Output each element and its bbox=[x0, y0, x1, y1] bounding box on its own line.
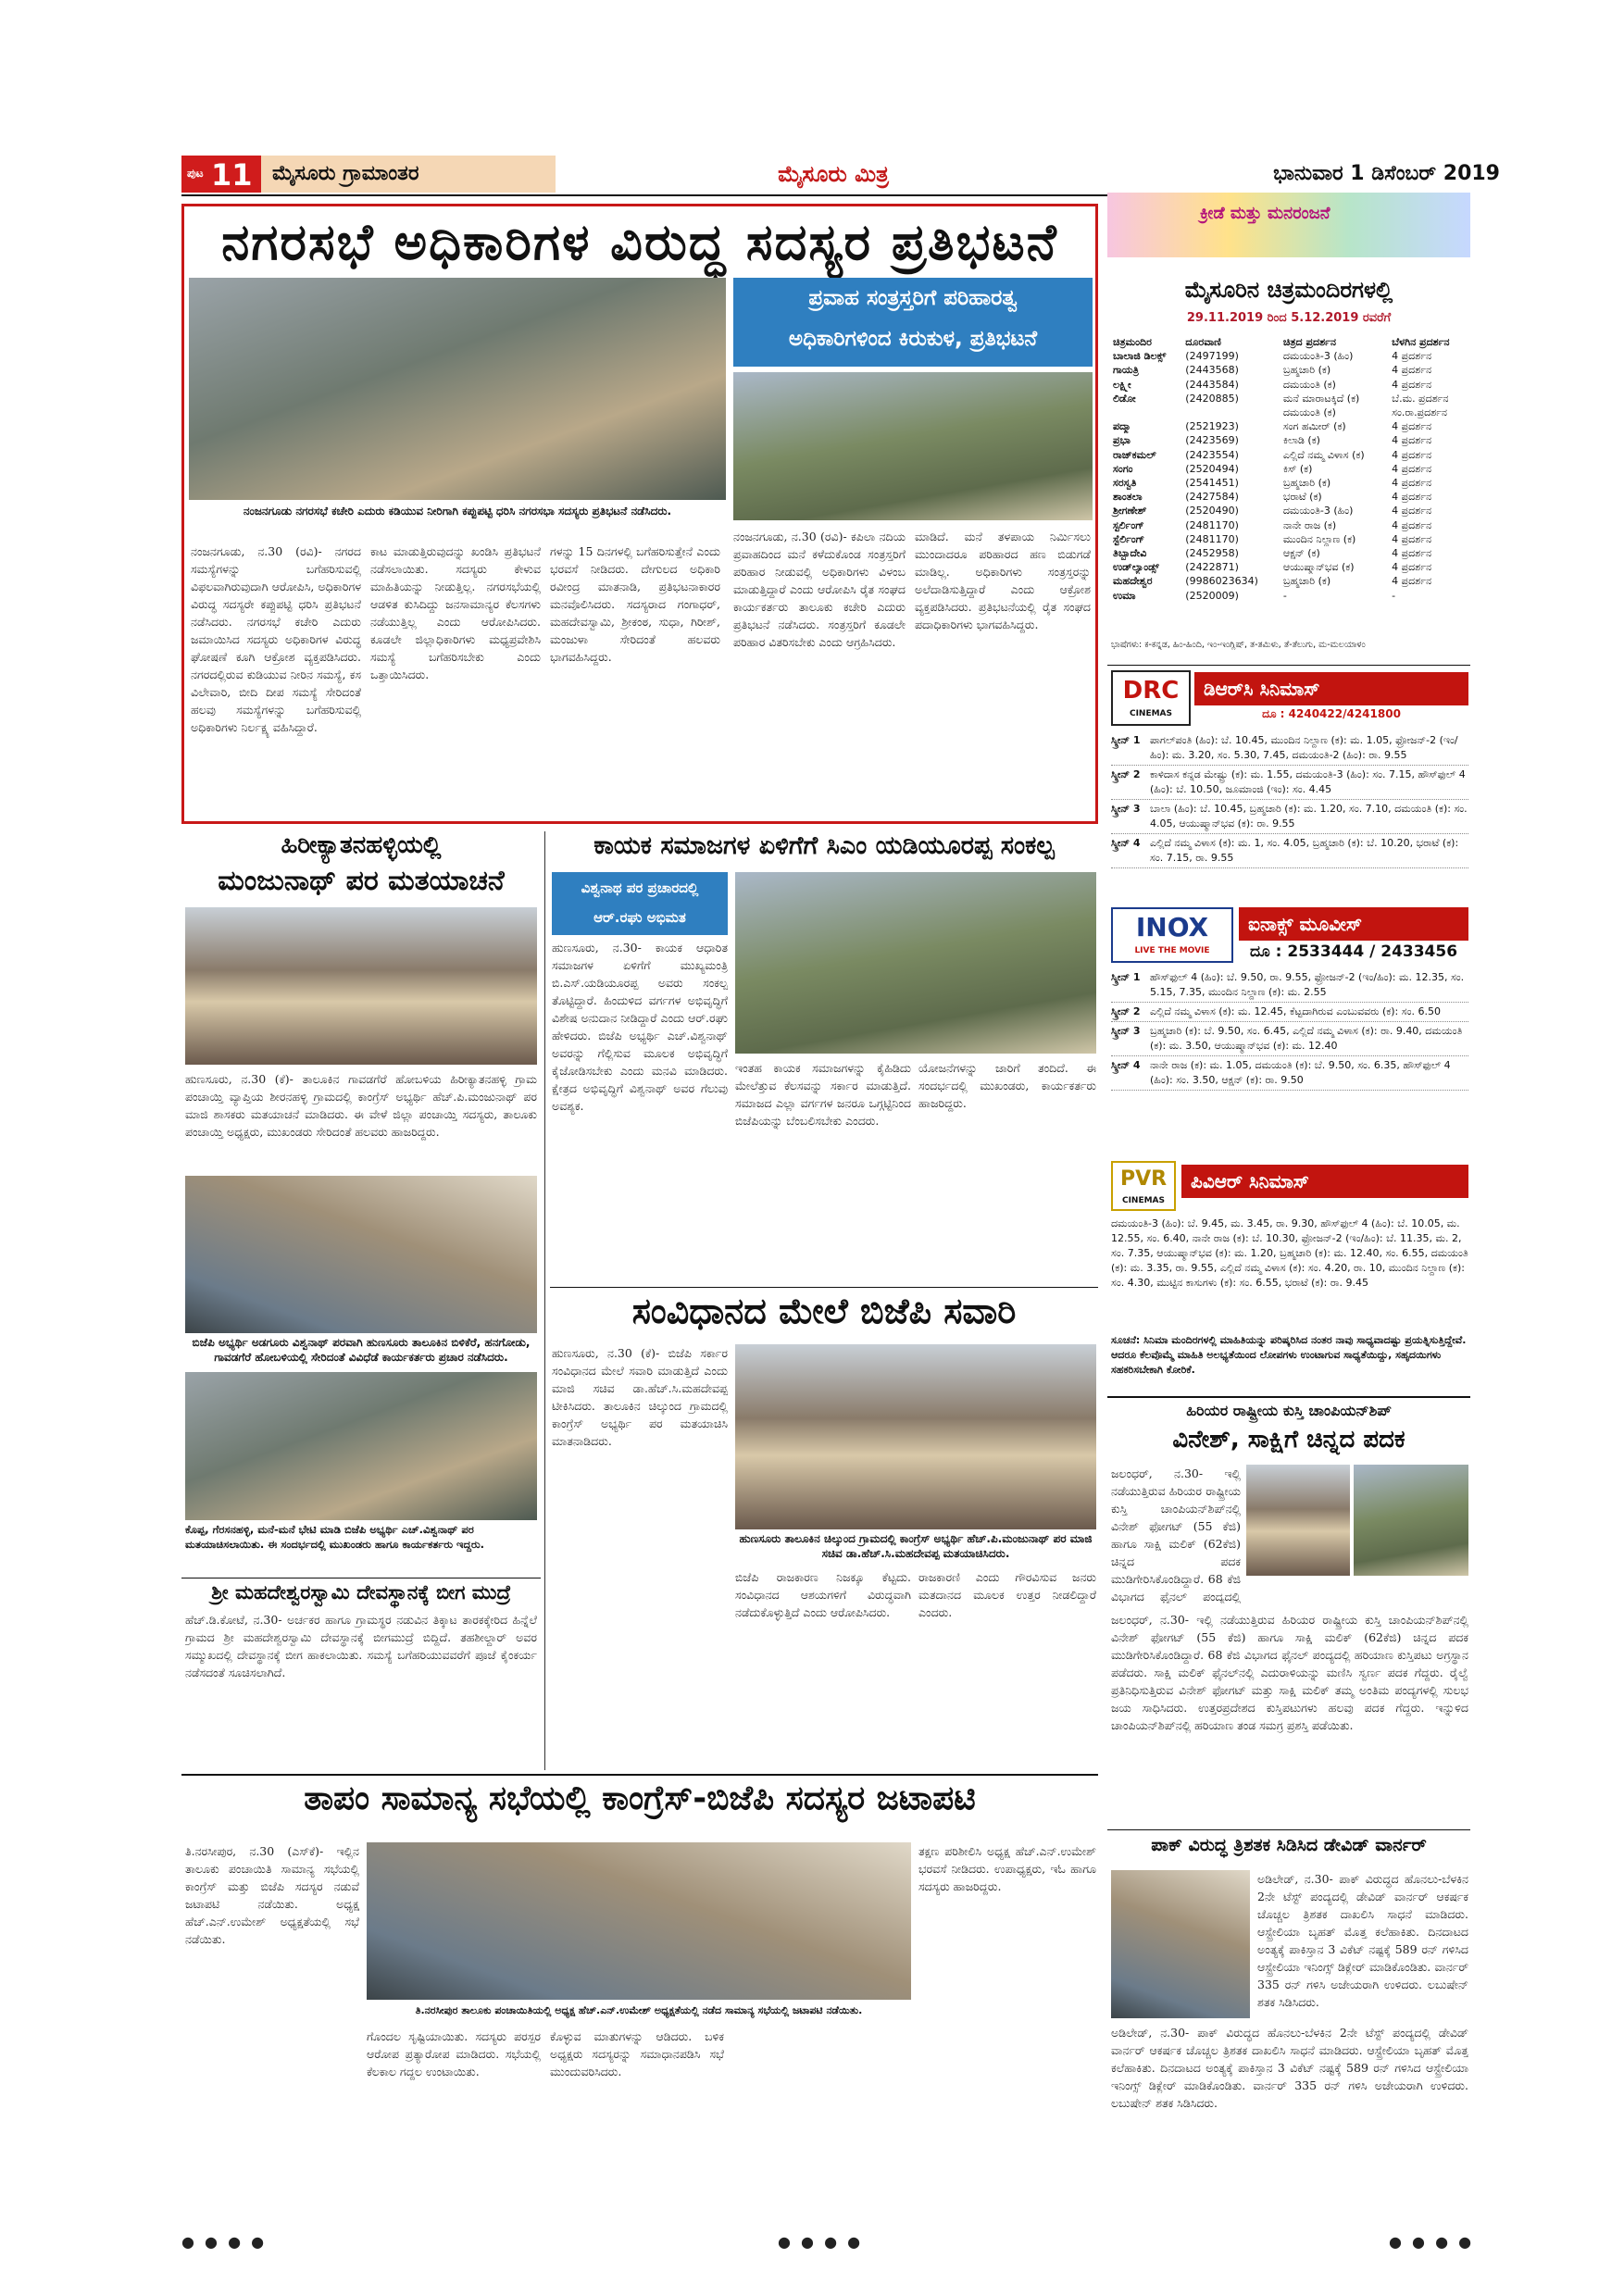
cinema-cell: (2452958) bbox=[1185, 547, 1239, 560]
cinema-cell: ಬೆ.ಮ. ಪ್ರದರ್ಶನ bbox=[1392, 392, 1449, 405]
screen-showtimes: ಹೌಸ್‌ಫುಲ್ 4 (ಹಿಂ): ಬೆ. 9.50, ರಾ. 9.55, ಫ್ರೋಜನ್-2 (ಇಂ/ಹಿಂ): ಮ. 12.35, ಸಂ. 5.15, 7.35, ಮುಂದಿನ ನಿಲ್ದಾಣ (ಕ): ಮ. 2.55 bbox=[1150, 971, 1465, 998]
cinema-cell: (2541451) bbox=[1185, 477, 1239, 490]
screen-label: ಸ್ಕ್ರೀನ್ 2 bbox=[1111, 768, 1141, 780]
story4-body-2: ಇಂತಹ ಕಾಯಕ ಸಮಾಜಗಳನ್ನು ಕೈಹಿಡಿದು ಮೇಲೆತ್ತುವ ಕೆಲಸವನ್ನು ಸರ್ಕಾರ ಮಾಡುತ್ತಿದೆ. ಸಮಾಜದ ಎಲ್ಲಾ ವರ್ಗಗಳ ಜನರೂ ಒಗ್ಗಟ್ಟಿನಿಂದ ಬಿಜೆಪಿಯನ್ನು ಬೆಂಬಲಿಸಬೇಕು ಎಂದರು. bbox=[735, 1061, 911, 1128]
sakshi-photo bbox=[1354, 1465, 1468, 1576]
cinema-cell: ತಿಬ್ಬಾದೇವಿ bbox=[1113, 547, 1147, 560]
drc-logo bbox=[1111, 670, 1191, 726]
story6-rule bbox=[181, 1774, 1098, 1776]
story2-caption-1: ಬಿಜೆಪಿ ಅಭ್ಯರ್ಥಿ ಅಡಗೂರು ವಿಶ್ವನಾಥ್ ಪರವಾಗಿ ಹುಣಸೂರು ತಾಲೂಕಿನ ಬಿಳಿಕೆರೆ, ಹನಗೋಡು, ಗಾವಡಗೆರೆ ಹೋಬಳಿಯಲ್ಲಿ ಸೇರಿದಂತೆ ವಿವಿಧೆಡೆ ಕಾರ್ಯಕರ್ತರು ಪ್ರಚಾರ ನಡೆಸಿದರು. bbox=[192, 1336, 531, 1364]
screen-showtimes: ಎಲ್ಲಿದೆ ನಮ್ಮ ವಿಳಾಸ (ಕ): ಮ. 12.45, ಕೆಟ್ಟದಾಗಿರುವ ಎಂಬುವವರು (ಕ): ಸಂ. 6.50 bbox=[1150, 1005, 1441, 1017]
cinema-cell: - bbox=[1392, 589, 1396, 602]
story6-body-3: ಕೊಳ್ಳುವ ಮಾತುಗಳನ್ನು ಆಡಿದರು. ಬಳಿಕ ಅಧ್ಯಕ್ಷರು ಸದಸ್ಯರನ್ನು ಸಮಾಧಾನಪಡಿಸಿ ಸಭೆ ಮುಂದುವರಿಸಿದರು. bbox=[550, 2029, 724, 2078]
cinema-cell: 4 ಪ್ರದರ್ಶನ bbox=[1392, 561, 1432, 574]
cinema-row bbox=[1111, 490, 1468, 504]
screen-showtimes: ಪಾಗಲ್‌ಪಂತಿ (ಹಿಂ): ಬೆ. 10.45, ಮುಂದಿನ ನಿಲ್ದಾಣ (ಕ): ಮ. 1.05, ಫ್ರೋಜನ್-2 (ಇಂ/ಹಿಂ): ಮ. 3.20, ಸಂ. 5.30, 7.45, ದಮಯಂತಿ-2 (ಹಿಂ): ರಾ. 9.55 bbox=[1150, 734, 1458, 761]
story4-body-3: ಯೋಜನೆಗಳನ್ನು ಜಾರಿಗೆ ತಂದಿದೆ. ಈ ಸಂದರ್ಭದಲ್ಲಿ ಮುಖಂಡರು, ಕಾರ್ಯಕರ್ತರು ಹಾಜರಿದ್ದರು. bbox=[918, 1061, 1096, 1110]
cinema-cell: ಪ್ರಭಾ bbox=[1113, 434, 1131, 447]
cinema-cell: ಲಿಡೋ bbox=[1113, 392, 1136, 405]
drc-logo-sub: CINEMAS bbox=[1129, 709, 1173, 718]
cinema-cell: ಸ್ಟರ್ಲಿಂಗ್ bbox=[1113, 518, 1144, 531]
story5-body-3: ರಾಜಕಾರಣಿ ಎಂದು ಗೌರವಿಸುವ ಜನರು ಮತದಾನದ ಮೂಲಕ ಉತ್ತರ ನೀಡಲಿದ್ದಾರೆ ಎಂದರು. bbox=[918, 1570, 1096, 1619]
story3-headline: ಶ್ರೀ ಮಹದೇಶ್ವರಸ್ವಾಮಿ ದೇವಸ್ಥಾನಕ್ಕೆ ಬೀಗ ಮುದ್ರೆ bbox=[211, 1581, 511, 1603]
footer-dots-left: ● ● ● ● bbox=[181, 2233, 268, 2251]
cinema-cell: ದಮಯಂತಿ (ಕ) bbox=[1282, 378, 1336, 391]
dateline: ಭಾನುವಾರ 1 ಡಿಸೆಂಬರ್ 2019 bbox=[1273, 162, 1500, 185]
screen-label: ಸ್ಕ್ರೀನ್ 4 bbox=[1111, 837, 1141, 849]
cinema-cell: ಆಯುಷ್ಮಾನ್‌ಭವ (ಕ) bbox=[1282, 561, 1355, 574]
cinema-row bbox=[1111, 476, 1468, 490]
cinema-cell: - bbox=[1282, 589, 1287, 602]
cinema-row bbox=[1111, 532, 1468, 546]
cinema-row bbox=[1111, 349, 1468, 363]
cinema-cell: 4 ಪ್ರದರ್ಶನ bbox=[1392, 477, 1432, 490]
drc-screen-list bbox=[1111, 731, 1468, 898]
screen-showtimes: ಕಾಳಿದಾಸ ಕನ್ನಡ ಮೇಷ್ಟ್ರು (ಕ): ಮ. 1.55, ದಮಯಂತಿ-3 (ಹಿಂ): ಸಂ. 7.15, ಹೌಸ್‌ಫುಲ್ 4 (ಹಿಂ): ಬೆ. 10.50, ಜೂಮಾಂಜಿ (ಇಂ): ಸಂ. 4.45 bbox=[1150, 768, 1466, 795]
cinema-cell: (2423569) bbox=[1185, 434, 1239, 447]
lead-headline: ನಗರಸಭೆ ಅಧಿಕಾರಿಗಳ ವಿರುದ್ಧ ಸದಸ್ಯರ ಪ್ರತಿಭಟನೆ bbox=[221, 213, 1058, 271]
cinema-cell: ಭರಾಟೆ (ಕ) bbox=[1282, 491, 1322, 504]
screen-row bbox=[1111, 1056, 1468, 1091]
cinema-cell: ಸ್ಟೆರ್ಲಿಂಗ್ bbox=[1113, 532, 1145, 545]
lead-sub-headline-box bbox=[733, 278, 1093, 367]
cinema-cell: 4 ಪ್ರದರ್ಶನ bbox=[1392, 420, 1432, 433]
pvr-logo-sub: CINEMAS bbox=[1121, 1196, 1166, 1205]
cinema-cell: (2520494) bbox=[1185, 462, 1239, 475]
cinema-row bbox=[1111, 518, 1468, 532]
cinema-cell: (2422871) bbox=[1185, 561, 1239, 574]
lead-sub-headline-2: ಅಧಿಕಾರಿಗಳಿಂದ ಕಿರುಕುಳ, ಪ್ರತಿಭಟನೆ bbox=[788, 327, 1038, 351]
lead-photo-caption: ನಂಜನಗೂಡು ನಗರಸಭೆ ಕಚೇರಿ ಎದುರು ಕಡಿಯುವ ನೀರಿಗಾಗಿ ಕಪ್ಪುಪಟ್ಟಿ ಧರಿಸಿ ನಗರಸಭಾ ಸದಸ್ಯರು ಪ್ರತಿಭಟನೆ ನಡೆಸಿದರು. bbox=[243, 505, 672, 518]
lead-sub-headline-1: ಪ್ರವಾಹ ಸಂತ್ರಸ್ತರಿಗೆ ಪರಿಹಾರತ್ವ bbox=[808, 286, 1018, 310]
cinema-cell: 4 ಪ್ರದರ್ಶನ bbox=[1392, 378, 1432, 391]
cinema-row bbox=[1111, 406, 1468, 419]
cinema-cell: ಮನೆ ಮಾರಾಟಕ್ಕಿದೆ (ಕ) bbox=[1282, 392, 1360, 405]
cinema-cell: ಗಾಯತ್ರಿ bbox=[1113, 364, 1139, 377]
cinema-row bbox=[1111, 448, 1468, 462]
col-header: ದೂರವಾಣಿ bbox=[1185, 336, 1221, 348]
cinema-row bbox=[1111, 378, 1468, 392]
cinema-cell: 4 ಪ್ರದರ್ಶನ bbox=[1392, 434, 1432, 447]
cinema-cell: ರಾಜ್‌ಕಮಲ್ bbox=[1113, 448, 1156, 461]
cinema-cell: (2521923) bbox=[1185, 420, 1239, 433]
cinema-cell: (2423554) bbox=[1185, 448, 1239, 461]
story2-campaign-photo bbox=[185, 1372, 537, 1520]
cinema-cell: (2481170) bbox=[1185, 518, 1239, 531]
cricket-headline: ಪಾಕ್ ವಿರುದ್ಧ ತ್ರಿಶತಕ ಸಿಡಿಸಿದ ಡೇವಿಡ್ ವಾರ್ನರ್ bbox=[1151, 1835, 1427, 1855]
pvr-showtimes: ದಮಯಂತಿ-3 (ಹಿಂ): ಬೆ. 9.45, ಮ. 3.45, ರಾ. 9.30, ಹೌಸ್‌ಫುಲ್ 4 (ಹಿಂ): ಬೆ. 10.05, ಮ. 12.55, ಸಂ. 6.40, ನಾನೇ ರಾಜ (ಕ): ಬೆ. 10.30, ಫ್ರೋಜನ್-2 (ಇಂ/ಹಿಂ): ಬೆ. 11.35, ಮ. 2, ಸಂ. 7.35, ಆಯುಷ್ಮಾನ್‌ಭವ (ಕ): ಮ. 1.20, ಬ್ರಹ್ಮಚಾರಿ (ಕ): ಮ. 12.40, ಸಂ. 6.55, ದಮಯಂತಿ (ಕ): ಮ. 3.35, ರಾ. 9.55, ಎಲ್ಲಿದೆ ನಮ್ಮ ವಿಳಾಸ (ಕ): ಸಂ. 4.20, ರಾ. 10, ಮುಂದಿನ ನಿಲ್ದಾಣ (ಕ): ಸಂ. 4.30, ಮುಟ್ಟಿನ ಕಾಸುಗಳು (ಕ): ಸಂ. 6.55, ಭರಾಟೆ (ಕ): ರಾ. 9.45 bbox=[1111, 1217, 1468, 1289]
cinema-cell: ನಾನೇ ರಾಜ (ಕ) bbox=[1282, 518, 1337, 531]
inox-screen-list bbox=[1111, 968, 1468, 1154]
story6-headline: ತಾಪಂ ಸಾಮಾನ್ಯ ಸಭೆಯಲ್ಲಿ ಕಾಂಗ್ರೆಸ್-ಬಿಜೆಪಿ ಸದಸ್ಯರ ಜಟಾಪಟಿ bbox=[304, 1779, 976, 1817]
cinema-cell: ಮುಂದಿನ ನಿಲ್ದಾಣ (ಕ) bbox=[1282, 532, 1356, 545]
cinema-header-row bbox=[1111, 335, 1468, 349]
cinema-cell: ಆಕ್ಷನ್ (ಕ) bbox=[1282, 547, 1320, 560]
story2-rally-photo bbox=[185, 1176, 537, 1333]
cricket-body-intro: ಅಡಿಲೇಡ್, ನ.30- ಪಾಕ್ ವಿರುದ್ಧದ ಹೊನಲು-ಬೆಳಕಿನ 2ನೇ ಟೆಸ್ಟ್ ಪಂದ್ಯದಲ್ಲಿ ಡೇವಿಡ್ ವಾರ್ನರ್ ಆಕರ್ಷಕ ಚೊಚ್ಚಲ ತ್ರಿಶತಕ ದಾಖಲಿಸಿ ಸಾಧನೆ ಮಾಡಿದರು. ಆಸ್ಟ್ರೇಲಿಯಾ ಬೃಹತ್ ಮೊತ್ತ ಕಲೆಹಾಕಿತು. ದಿನದಾಟದ ಅಂತ್ಯಕ್ಕೆ ಪಾಕಿಸ್ತಾನ 3 ವಿಕೆಟ್ ನಷ್ಟಕ್ಕೆ 589 ರನ್ ಗಳಿಸಿದ ಆಸ್ಟ್ರೇಲಿಯಾ ಇನಿಂಗ್ಸ್ ಡಿಕ್ಲೇರ್ ಮಾಡಿಕೊಂಡಿತು. ವಾರ್ನರ್ 335 ರನ್ ಗಳಿಸಿ ಅಜೇಯರಾಗಿ ಉಳಿದರು. ಲಬುಷೇನ್ ಶತಕ ಸಿಡಿಸಿದರು. bbox=[1257, 1872, 1468, 2009]
screen-row bbox=[1111, 800, 1468, 834]
story2-caption-2: ಕೊಪ್ಪ, ಗೆರಸನಹಳ್ಳಿ, ಮನೆ-ಮನೆ ಭೇಟಿ ಮಾಡಿ ಬಿಜೆಪಿ ಅಭ್ಯರ್ಥಿ ಎಚ್.ವಿಶ್ವನಾಥ್ ಪರ ಮತಯಾಚಿಸಲಾಯಿತು. ಈ ಸಂದರ್ಭದಲ್ಲಿ ಮುಖಂಡರು ಹಾಗೂ ಕಾರ್ಯಕರ್ತರು ಇದ್ದರು. bbox=[185, 1523, 485, 1551]
inox-title: ಐನಾಕ್ಸ್ ಮೂವೀಸ್ bbox=[1239, 907, 1468, 941]
lead-body-col3: ಗಳನ್ನು 15 ದಿನಗಳಲ್ಲಿ ಬಗೆಹರಿಸುತ್ತೇನೆ ಎಂದು ಭರವಸೆ ನೀಡಿದರು. ದೇಗುಲದ ಅಧಿಕಾರಿ ರವೀಂದ್ರ ಮಾತನಾಡಿ, ಪ್ರತಿಭಟನಾಕಾರರ ಮನವೊಲಿಸಿದರು. ಸದಸ್ಯರಾದ ಗಂಗಾಧರ್, ಮಹದೇವಸ್ವಾಮಿ, ಶ್ರೀಕಂಠ, ಸುಧಾ, ಗಿರೀಶ್, ಮಂಜುಳಾ ಸೇರಿದಂತೆ ಹಲವರು ಭಾಗವಹಿಸಿದ್ದರು. bbox=[550, 544, 720, 664]
screen-label: ಸ್ಕ್ರೀನ್ 1 bbox=[1111, 971, 1141, 983]
inox-logo-text: INOX bbox=[1135, 912, 1209, 942]
drc-title: ಡಿಆರ್‌ಸಿ ಸಿನಿಮಾಸ್ bbox=[1194, 672, 1468, 705]
cinema-row bbox=[1111, 560, 1468, 574]
cinema-cell: ದಮಯಂತಿ-3 (ಹಿಂ) bbox=[1282, 505, 1354, 518]
warner-photo bbox=[1111, 1870, 1250, 2018]
story2-headline-2: ಮಂಜುನಾಥ್ ಪರ ಮತಯಾಚನೆ bbox=[218, 865, 505, 897]
cinema-cell: ಉಡ್‌ಲ್ಯಾಂಡ್ಸ್ bbox=[1113, 561, 1159, 574]
pvr-title: ಪಿವಿಆರ್ ಸಿನಿಮಾಸ್ bbox=[1181, 1165, 1468, 1198]
pvr-logo bbox=[1111, 1161, 1176, 1211]
story6-body-1: ತಿ.ನರಸೀಪುರ, ನ.30 (ಎಸ್‌ಕೆ)- ಇಲ್ಲಿನ ತಾಲೂಕು ಪಂಚಾಯಿತಿ ಸಾಮಾನ್ಯ ಸಭೆಯಲ್ಲಿ ಕಾಂಗ್ರೆಸ್ ಮತ್ತು ಬಿಜೆಪಿ ಸದಸ್ಯರ ನಡುವೆ ಜಟಾಪಟಿ ನಡೆಯಿತು. ಅಧ್ಯಕ್ಷ ಹೆಚ್.ಎನ್.ಉಮೇಶ್ ಅಧ್ಯಕ್ಷತೆಯಲ್ಲಿ ಸಭೆ ನಡೆಯಿತು. bbox=[185, 1844, 359, 1946]
story5-body-2: ಬಿಜೆಪಿ ರಾಜಕಾರಣ ನಿಜಕ್ಕೂ ಕೆಟ್ಟದು. ಸಂವಿಧಾನದ ಆಶಯಗಳಿಗೆ ವಿರುದ್ಧವಾಗಿ ನಡೆದುಕೊಳ್ಳುತ್ತಿದೆ ಎಂದು ಆರೋಪಿಸಿದರು. bbox=[735, 1570, 911, 1619]
story6-body-2: ಗೊಂದಲ ಸೃಷ್ಟಿಯಾಯಿತು. ಸದಸ್ಯರು ಪರಸ್ಪರ ಆರೋಪ ಪ್ರತ್ಯಾರೋಪ ಮಾಡಿದರು. ಸಭೆಯಲ್ಲಿ ಕೆಲಕಾಲ ಗದ್ದಲ ಉಂಟಾಯಿತು. bbox=[367, 2029, 541, 2078]
cinema-dates: 29.11.2019 ರಿಂದ 5.12.2019 ರವರೆಗೆ bbox=[1186, 311, 1392, 325]
screen-label: ಸ್ಕ್ರೀನ್ 2 bbox=[1111, 1005, 1141, 1017]
inox-logo-sub: LIVE THE MOVIE bbox=[1134, 946, 1210, 955]
cinema-cell bbox=[1111, 406, 1183, 419]
screen-row bbox=[1111, 1022, 1468, 1056]
story4-sub-2: ಆರ್.ರಘು ಅಭಿಮತ bbox=[593, 909, 686, 926]
drc-phone: ದೂ : 4240422/4241800 bbox=[1262, 707, 1401, 720]
footer-dots-right: ● ● ● ● bbox=[1389, 2233, 1475, 2251]
sports-rule bbox=[1107, 1396, 1470, 1398]
story2-body: ಹುಣಸೂರು, ನ.30 (ಕೆ)- ತಾಲೂಕಿನ ಗಾವಡಗೆರೆ ಹೋಬಳಿಯ ಹಿರೀಕ್ಯಾತನಹಳ್ಳಿ ಗ್ರಾಮ ಪಂಚಾಯ್ತಿ ವ್ಯಾಪ್ತಿಯ ಶೀರನಹಳ್ಳಿ ಗ್ರಾಮದಲ್ಲಿ ಕಾಂಗ್ರೆಸ್ ಅಭ್ಯರ್ಥಿ ಹೆಚ್.ಪಿ.ಮಂಜುನಾಥ್ ಪರ ಮಾಜಿ ಶಾಸಕರು ಮತಯಾಚನೆ ಮಾಡಿದರು. ಈ ವೇಳೆ ಜಿಲ್ಲಾ ಪಂಚಾಯ್ತಿ ಸದಸ್ಯರು, ತಾಲೂಕು ಪಂಚಾಯ್ತಿ ಅಧ್ಯಕ್ಷರು, ಮುಖಂಡರು ಸೇರಿದಂತೆ ಹಲವರು ಹಾಜರಿದ್ದರು. bbox=[185, 1072, 537, 1139]
screen-showtimes: ನಾನೇ ರಾಜ (ಕ): ಮ. 1.05, ದಮಯಂತಿ (ಕ): ಬೆ. 9.50, ಸಂ. 6.35, ಹೌಸ್‌ಫುಲ್ 4 (ಹಿಂ): ಸಂ. 3.50, ಆಕ್ಷನ್ (ಕ): ರಾ. 9.50 bbox=[1150, 1059, 1451, 1086]
cinema-cell: ಸರಸ್ವತಿ bbox=[1113, 477, 1137, 490]
story4-sub-1: ವಿಶ್ವನಾಥ ಪರ ಪ್ರಚಾರದಲ್ಲಿ bbox=[581, 880, 699, 896]
story5-caption: ಹುಣಸೂರು ತಾಲೂಕಿನ ಚಿಲ್ಕುಂದ ಗ್ರಾಮದಲ್ಲಿ ಕಾಂಗ್ರೆಸ್ ಅಭ್ಯರ್ಥಿ ಹೆಚ್.ಪಿ.ಮಂಜುನಾಥ್ ಪರ ಮಾಜಿ ಸಚಿವ ಡಾ.ಹೆಚ್.ಸಿ.ಮಹದೇವಪ್ಪ ಮತಯಾಚಿಸಿದರು. bbox=[739, 1532, 1093, 1560]
page-number-badge bbox=[181, 156, 261, 193]
inox-phone: ದೂ : 2533444 / 2433456 bbox=[1249, 942, 1458, 961]
section-title: ಮೈಸೂರು ಗ್ರಾಮಾಂತರ bbox=[261, 156, 556, 193]
screen-label: ಸ್ಕ್ರೀನ್ 1 bbox=[1111, 734, 1141, 746]
cinema-cell: 4 ಪ್ರದರ್ಶನ bbox=[1392, 518, 1432, 531]
lead-body-col2: ಕಾಟ ಮಾಡುತ್ತಿರುವುದನ್ನು ಖಂಡಿಸಿ ಪ್ರತಿಭಟನೆ ನಡೆಸಲಾಯಿತು. ಸದಸ್ಯರು ಕೇಳುವ ಮಾಹಿತಿಯನ್ನು ನೀಡುತ್ತಿಲ್ಲ. ನಗರಸಭೆಯಲ್ಲಿ ಆಡಳಿತ ಕುಸಿದಿದ್ದು ಜನಸಾಮಾನ್ಯರ ಕೆಲಸಗಳು ನಡೆಯುತ್ತಿಲ್ಲ ಎಂದು ಆರೋಪಿಸಿದರು. ಕೂಡಲೇ ಜಿಲ್ಲಾಧಿಕಾರಿಗಳು ಮಧ್ಯಪ್ರವೇಶಿಸಿ ಸಮಸ್ಯೆ ಬಗೆಹರಿಸಬೇಕು ಎಂದು ಒತ್ತಾಯಿಸಿದರು. bbox=[370, 544, 541, 681]
story4-sub-box bbox=[552, 872, 728, 935]
story6-caption: ತಿ.ನರಸೀಪುರ ತಾಲೂಕು ಪಂಚಾಯಿತಿಯಲ್ಲಿ ಅಧ್ಯಕ್ಷ ಹೆಚ್.ಎನ್.ಉಮೇಶ್ ಅಧ್ಯಕ್ಷತೆಯಲ್ಲಿ ನಡೆದ ಸಾಮಾನ್ಯ ಸಭೆಯಲ್ಲಿ ಜಟಾಪಟಿ ನಡೆಯಿತು. bbox=[415, 2004, 863, 2016]
story5-headline: ಸಂವಿಧಾನದ ಮೇಲೆ ಬಿಜೆಪಿ ಸವಾರಿ bbox=[631, 1291, 1017, 1331]
cinema-row bbox=[1111, 419, 1468, 433]
screen-row bbox=[1111, 1003, 1468, 1022]
cinema-cell: 4 ಪ್ರದರ್ಶನ bbox=[1392, 448, 1432, 461]
col-header: ಚಿತ್ರದ ಪ್ರದರ್ಶನ bbox=[1282, 336, 1336, 348]
cinema-cell: (2520009) bbox=[1185, 589, 1239, 602]
cinema-cell: ಪದ್ಮಾ bbox=[1113, 420, 1131, 433]
story2-photo bbox=[185, 907, 537, 1065]
cinema-cell bbox=[1183, 406, 1281, 419]
col-header: ಬೆಳಗಿನ ಪ್ರದರ್ಶನ bbox=[1392, 336, 1450, 348]
cinema-cell: ಬ್ರಹ್ಮಚಾರಿ (ಕ) bbox=[1282, 477, 1331, 490]
page-label: ಪುಟ bbox=[187, 167, 204, 180]
masthead: ಮೈಸೂರು ಮಿತ್ರ bbox=[778, 161, 889, 187]
wrestling-headline-2: ವಿನೇಶ್, ಸಾಕ್ಷಿಗೆ ಚಿನ್ನದ ಪದಕ bbox=[1172, 1426, 1405, 1454]
cinema-cell: ಕಿಸ್ (ಕ) bbox=[1282, 462, 1313, 475]
screen-showtimes: ಬ್ರಹ್ಮಚಾರಿ (ಕ): ಬೆ. 9.50, ಸಂ. 6.45, ಎಲ್ಲಿದೆ ನಮ್ಮ ವಿಳಾಸ (ಕ): ರಾ. 9.40, ದಮಯಂತಿ (ಕ): ಮ. 3.50, ಆಯುಷ್ಮಾನ್‌ಭವ (ಕ): ಮ. 12.40 bbox=[1150, 1025, 1463, 1052]
cinema-row bbox=[1111, 433, 1468, 447]
wrestling-body: ಜಲಂಧರ್, ನ.30- ಇಲ್ಲಿ ನಡೆಯುತ್ತಿರುವ ಹಿರಿಯರ ರಾಷ್ಟ್ರೀಯ ಕುಸ್ತಿ ಚಾಂಪಿಯನ್‌ಶಿಪ್‌ನಲ್ಲಿ ವಿನೇಶ್ ಫೋಗಟ್ (55 ಕೆಜಿ) ಹಾಗೂ ಸಾಕ್ಷಿ ಮಲಿಕ್ (62ಕೆಜಿ) ಚಿನ್ನದ ಪದಕ ಮುಡಿಗೇರಿಸಿಕೊಂಡಿದ್ದಾರೆ. 68 ಕೆಜಿ ವಿಭಾಗದ ಫೈನಲ್ ಪಂದ್ಯದಲ್ಲಿ ಹರಿಯಾಣ ಕುಸ್ತಿಪಟು ಅಗ್ರಸ್ಥಾನ ಪಡೆದರು. ಸಾಕ್ಷಿ ಮಲಿಕ್ ಫೈನಲ್‌ನಲ್ಲಿ ಎದುರಾಳಿಯನ್ನು ಮಣಿಸಿ ಸ್ವರ್ಣ ಪದಕ ಗೆದ್ದರು. ರೈಲ್ವೆ ಪ್ರತಿನಿಧಿಸುತ್ತಿರುವ ವಿನೇಶ್ ಫೋಗಟ್ ಮತ್ತು ಸಾಕ್ಷಿ ಮಲಿಕ್ ತಮ್ಮ ಅಂತಿಮ ಪಂದ್ಯಗಳಲ್ಲಿ ಸುಲಭ ಜಯ ಸಾಧಿಸಿದರು. ಉತ್ತರಪ್ರದೇಶದ ಕುಸ್ತಿಪಟುಗಳು ಹಲವು ಪದಕ ಗೆದ್ದರು. ಇನ್ನುಳಿದ ಚಾಂಪಿಯನ್‌ಶಿಪ್‌ನಲ್ಲಿ ಹರಿಯಾಣ ತಂಡ ಸಮಗ್ರ ಪ್ರಶಸ್ತಿ ಪಡೆಯಿತು. bbox=[1111, 1613, 1468, 1732]
story3-body: ಹೆಚ್.ಡಿ.ಕೋಟೆ, ನ.30- ಅರ್ಚಕರ ಹಾಗೂ ಗ್ರಾಮಸ್ಥರ ನಡುವಿನ ತಿಕ್ಕಾಟ ತಾರಕಕ್ಕೇರಿದ ಹಿನ್ನೆಲೆ ಗ್ರಾಮದ ಶ್ರೀ ಮಹದೇಶ್ವರಸ್ವಾಮಿ ದೇವಸ್ಥಾನಕ್ಕೆ ಬೀಗಮುದ್ರೆ ಬಿದ್ದಿದೆ. ತಹಶೀಲ್ದಾರ್ ಅವರ ಸಮ್ಮುಖದಲ್ಲಿ ದೇವಸ್ಥಾನಕ್ಕೆ ಬೀಗ ಹಾಕಲಾಯಿತು. ಸಮಸ್ಯೆ ಬಗೆಹರಿಯುವವರೆಗೆ ಪೂಜೆ ಕೈಂಕರ್ಯ ನಡೆಸದಂತೆ ಸೂಚಿಸಲಾಗಿದೆ. bbox=[185, 1613, 537, 1679]
cinema-cell: (2443584) bbox=[1185, 378, 1239, 391]
screen-label: ಸ್ಕ್ರೀನ್ 3 bbox=[1111, 803, 1141, 815]
cinema-cell: (2420885) bbox=[1185, 392, 1239, 405]
cinema-cell: (2443568) bbox=[1185, 364, 1239, 377]
screen-row bbox=[1111, 766, 1468, 800]
cinema-cell: (2497199) bbox=[1185, 350, 1239, 363]
cinema-cell: 4 ಪ್ರದರ್ಶನ bbox=[1392, 575, 1432, 588]
cinema-row bbox=[1111, 392, 1468, 406]
story4-body-1: ಹುಣಸೂರು, ನ.30- ಕಾಯಕ ಆಧಾರಿತ ಸಮಾಜಗಳ ಏಳಿಗೆಗೆ ಮುಖ್ಯಮಂತ್ರಿ ಬಿ.ಎಸ್.ಯಡಿಯೂರಪ್ಪ ಅವರು ಸಂಕಲ್ಪ ತೊಟ್ಟಿದ್ದಾರೆ. ಹಿಂದುಳಿದ ವರ್ಗಗಳ ಅಭಿವೃದ್ಧಿಗೆ ವಿಶೇಷ ಅನುದಾನ ನೀಡಿದ್ದಾರೆ ಎಂದು ಆರ್.ರಘು ಹೇಳಿದರು. ಬಿಜೆಪಿ ಅಭ್ಯರ್ಥಿ ಎಚ್.ವಿಶ್ವನಾಥ್ ಅವರನ್ನು ಗೆಲ್ಲಿಸುವ ಮೂಲಕ ಅಭಿವೃದ್ಧಿಗೆ ಕೈಜೋಡಿಸಬೇಕು ಎಂದು ಮನವಿ ಮಾಡಿದರು. ಕ್ಷೇತ್ರದ ಅಭಿವೃದ್ಧಿಗೆ ವಿಶ್ವನಾಥ್ ಅವರ ಗೆಲುವು ಅವಶ್ಯಕ. bbox=[552, 941, 728, 1113]
screen-label: ಸ್ಕ್ರೀನ್ 4 bbox=[1111, 1059, 1141, 1071]
lead-body-col1: ನಂಜನಗೂಡು, ನ.30 (ರವಿ)- ನಗರದ ಸಮಸ್ಯೆಗಳನ್ನು ಬಗೆಹರಿಸುವಲ್ಲಿ ವಿಫಲವಾಗಿರುವುದಾಗಿ ಆರೋಪಿಸಿ, ಅಧಿಕಾರಿಗಳ ವಿರುದ್ಧ ಸದಸ್ಯರೇ ಕಪ್ಪುಪಟ್ಟಿ ಧರಿಸಿ ಪ್ರತಿಭಟನೆ ನಡೆಸಿದರು. ನಗರಸಭೆ ಕಚೇರಿ ಎದುರು ಜಮಾಯಿಸಿದ ಸದಸ್ಯರು ಅಧಿಕಾರಿಗಳ ವಿರುದ್ಧ ಘೋಷಣೆ ಕೂಗಿ ಆಕ್ರೋಶ ವ್ಯಕ್ತಪಡಿಸಿದರು. ನಗರದಲ್ಲಿರುವ ಕುಡಿಯುವ ನೀರಿನ ಸಮಸ್ಯೆ, ಕಸ ವಿಲೇವಾರಿ, ಬೀದಿ ದೀಪ ಸಮಸ್ಯೆ ಸೇರಿದಂತೆ ಹಲವು ಸಮಸ್ಯೆಗಳನ್ನು ಬಗೆಹರಿಸುವಲ್ಲಿ ಅಧಿಕಾರಿಗಳು ನಿರ್ಲಕ್ಷ್ಯ ವಹಿಸಿದ್ದಾರೆ. bbox=[191, 544, 361, 734]
col-header: ಚಿತ್ರಮಂದಿರ bbox=[1113, 336, 1152, 348]
cinema-cell: ಬ್ರಹ್ಮಚಾರಿ (ಕ) bbox=[1282, 364, 1331, 377]
sports-banner bbox=[1107, 193, 1470, 257]
cinema-cell: ಶ್ರೀಗಣೇಶ್ bbox=[1113, 505, 1147, 518]
story5-photo bbox=[735, 1344, 1096, 1529]
sports-banner-label: ಕ್ರೀಡೆ ಮತ್ತು ಮನರಂಜನೆ bbox=[1200, 204, 1330, 223]
cinema-rule bbox=[1107, 665, 1470, 666]
screen-row bbox=[1111, 731, 1468, 766]
cinema-notice: ಸೂಚನೆ: ಸಿನಿಮಾ ಮಂದಿರಗಳಲ್ಲಿ ಮಾಹಿತಿಯನ್ನು ಪರಿಷ್ಕರಿಸಿದ ನಂತರ ನಾವು ಸಾಧ್ಯವಾದಷ್ಟು ಪ್ರಯತ್ನಿಸುತ್ತಿದ್ದೇವೆ. ಆದರೂ ಕೆಲವೊಮ್ಮೆ ಮಾಹಿತಿ ಅಲಭ್ಯತೆಯಿಂದ ಲೋಪಗಳು ಉಂಟಾಗುವ ಸಾಧ್ಯತೆಯಿದ್ದು, ಸಹೃದಯಿಗಳು ಸಹಕರಿಸಬೇಕಾಗಿ ಕೋರಿಕೆ. bbox=[1111, 1334, 1467, 1376]
cinema-row bbox=[1111, 574, 1468, 588]
story2-headline-1: ಹಿರೀಕ್ಯಾತನಹಳ್ಳಿಯಲ್ಲಿ bbox=[281, 831, 442, 859]
wrestling-headline-1: ಹಿರಿಯರ ರಾಷ್ಟ್ರೀಯ ಕುಸ್ತಿ ಚಾಂಪಿಯನ್‌ಶಿಪ್ bbox=[1186, 1402, 1392, 1419]
cinema-cell: ದಮಯಂತಿ-3 (ಹಿಂ) bbox=[1282, 350, 1354, 363]
screen-showtimes: ಎಲ್ಲಿದೆ ನಮ್ಮ ವಿಳಾಸ (ಕ): ಮ. 1, ಸಂ. 4.05, ಬ್ರಹ್ಮಚಾರಿ (ಕ): ಬೆ. 10.20, ಭರಾಟೆ (ಕ): ಸಂ. 7.15, ರಾ. 9.55 bbox=[1150, 837, 1459, 864]
screen-row bbox=[1111, 968, 1468, 1003]
flood-body-col1: ನಂಜನಗೂಡು, ನ.30 (ರವಿ)- ಕಪಿಲಾ ನದಿಯ ಪ್ರವಾಹದಿಂದ ಮನೆ ಕಳೆದುಕೊಂಡ ಸಂತ್ರಸ್ತರಿಗೆ ಪರಿಹಾರ ನೀಡುವಲ್ಲಿ ಅಧಿಕಾರಿಗಳು ವಿಳಂಬ ಮಾಡುತ್ತಿದ್ದಾರೆ ಎಂದು ಆರೋಪಿಸಿ ರೈತ ಸಂಘದ ಕಾರ್ಯಕರ್ತರು ತಾಲೂಕು ಕಚೇರಿ ಎದುರು ಪ್ರತಿಭಟನೆ ನಡೆಸಿದರು. ಸಂತ್ರಸ್ತರಿಗೆ ಕೂಡಲೇ ಪರಿಹಾರ ವಿತರಿಸಬೇಕು ಎಂದು ಆಗ್ರಹಿಸಿದರು. bbox=[733, 530, 906, 649]
cinema-cell: ಬಾಲಾಜಿ ಡಿಲಕ್ಸ್ bbox=[1113, 350, 1167, 363]
cinema-cell: ಕಿಲಾಡಿ (ಕ) bbox=[1282, 434, 1320, 447]
cinema-cell: 4 ಪ್ರದರ್ಶನ bbox=[1392, 364, 1432, 377]
drc-logo-text: DRC bbox=[1122, 677, 1180, 705]
cinema-cell: 4 ಪ್ರದರ್ಶನ bbox=[1392, 547, 1432, 560]
lead-photo bbox=[189, 278, 726, 500]
cinema-cell: ಲಕ್ಷ್ಮೀ bbox=[1113, 378, 1131, 391]
story4-photo bbox=[735, 872, 1096, 1054]
vinesh-photo bbox=[1246, 1465, 1350, 1576]
cinema-cell: ಸಂಗಂ bbox=[1113, 462, 1133, 475]
screen-row bbox=[1111, 834, 1468, 868]
page-number: 11 bbox=[211, 157, 253, 193]
column-rule bbox=[544, 831, 545, 1770]
screen-showtimes: ಬಾಲಾ (ಹಿಂ): ಬೆ. 10.45, ಬ್ರಹ್ಮಚಾರಿ (ಕ): ಮ. 1.20, ಸಂ. 7.10, ದಮಯಂತಿ (ಕ): ಸಂ. 4.05, ಆಯುಷ್ಮಾನ್‌ಭವ (ಕ): ರಾ. 9.55 bbox=[1150, 803, 1468, 830]
cinema-row bbox=[1111, 363, 1468, 377]
cinema-cell: 4 ಪ್ರದರ್ಶನ bbox=[1392, 350, 1432, 363]
cinema-cell: 4 ಪ್ರದರ್ಶನ bbox=[1392, 532, 1432, 545]
flood-protest-photo bbox=[733, 372, 1093, 520]
cinema-cell: 4 ಪ್ರದರ್ಶನ bbox=[1392, 462, 1432, 475]
cinema-note: ಭಾಷೆಗಳು: ಕ-ಕನ್ನಡ, ಹಿಂ-ಹಿಂದಿ, ಇಂ-ಇಂಗ್ಲಿಷ್, ತ-ತಮಿಳು, ತೆ-ತೆಲುಗು, ಮ-ಮಲಯಾಳಂ bbox=[1111, 640, 1366, 650]
story6-body-4: ತಕ್ಷಣ ಪರಿಶೀಲಿಸಿ ಅಧ್ಯಕ್ಷ ಹೆಚ್.ಎನ್.ಉಮೇಶ್ ಭರವಸೆ ನೀಡಿದರು. ಉಪಾಧ್ಯಕ್ಷರು, ಇಓ ಹಾಗೂ ಸದಸ್ಯರು ಹಾಜರಿದ್ದರು. bbox=[918, 1844, 1096, 1893]
story5-body-1: ಹುಣಸೂರು, ನ.30 (ಕೆ)- ಬಿಜೆಪಿ ಸರ್ಕಾರ ಸಂವಿಧಾನದ ಮೇಲೆ ಸವಾರಿ ಮಾಡುತ್ತಿದೆ ಎಂದು ಮಾಜಿ ಸಚಿವ ಡಾ.ಹೆಚ್.ಸಿ.ಮಹದೇವಪ್ಪ ಟೀಕಿಸಿದರು. ತಾಲೂಕಿನ ಚಿಲ್ಕುಂದ ಗ್ರಾಮದಲ್ಲಿ ಕಾಂಗ್ರೆಸ್ ಅಭ್ಯರ್ಥಿ ಪರ ಮತಯಾಚಿಸಿ ಮಾತನಾಡಿದರು. bbox=[552, 1346, 728, 1448]
story6-photo bbox=[367, 1842, 911, 2000]
cinema-row bbox=[1111, 462, 1468, 476]
cinema-cell: (2520490) bbox=[1185, 505, 1239, 518]
pvr-logo-text: PVR bbox=[1119, 1167, 1168, 1191]
cinema-cell: 4 ಪ್ರದರ್ಶನ bbox=[1392, 505, 1432, 518]
screen-label: ಸ್ಕ್ರೀನ್ 3 bbox=[1111, 1025, 1141, 1037]
footer-dots-center: ● ● ● ● bbox=[778, 2233, 864, 2251]
cinema-cell: (2481170) bbox=[1185, 532, 1239, 545]
cinema-row bbox=[1111, 589, 1468, 603]
inox-logo bbox=[1111, 907, 1233, 963]
cricket-body: ಅಡಿಲೇಡ್, ನ.30- ಪಾಕ್ ವಿರುದ್ಧದ ಹೊನಲು-ಬೆಳಕಿನ 2ನೇ ಟೆಸ್ಟ್ ಪಂದ್ಯದಲ್ಲಿ ಡೇವಿಡ್ ವಾರ್ನರ್ ಆಕರ್ಷಕ ಚೊಚ್ಚಲ ತ್ರಿಶತಕ ದಾಖಲಿಸಿ ಸಾಧನೆ ಮಾಡಿದರು. ಆಸ್ಟ್ರೇಲಿಯಾ ಬೃಹತ್ ಮೊತ್ತ ಕಲೆಹಾಕಿತು. ದಿನದಾಟದ ಅಂತ್ಯಕ್ಕೆ ಪಾಕಿಸ್ತಾನ 3 ವಿಕೆಟ್ ನಷ್ಟಕ್ಕೆ 589 ರನ್ ಗಳಿಸಿದ ಆಸ್ಟ್ರೇಲಿಯಾ ಇನಿಂಗ್ಸ್ ಡಿಕ್ಲೇರ್ ಮಾಡಿಕೊಂಡಿತು. ವಾರ್ನರ್ 335 ರನ್ ಗಳಿಸಿ ಅಜೇಯರಾಗಿ ಉಳಿದರು. ಲಬುಷೇನ್ ಶತಕ ಸಿಡಿಸಿದರು. bbox=[1111, 2026, 1468, 2110]
cinema-cell: ದಮಯಂತಿ (ಕ) bbox=[1282, 406, 1336, 419]
cinema-cell: ಎಲ್ಲಿದೆ ನಮ್ಮ ವಿಳಾಸ (ಕ) bbox=[1282, 448, 1365, 461]
cinema-cell: ಸಂ.ರಾ.ಪ್ರದರ್ಶನ bbox=[1392, 406, 1448, 419]
cinema-row bbox=[1111, 504, 1468, 518]
cinema-title: ಮೈಸೂರಿನ ಚಿತ್ರಮಂದಿರಗಳಲ್ಲಿ bbox=[1184, 277, 1393, 303]
cinema-cell: (2427584) bbox=[1185, 491, 1239, 504]
cinema-cell: ಶಾಂತಲಾ bbox=[1113, 491, 1143, 504]
cinema-listing-table bbox=[1111, 335, 1468, 603]
cinema-cell: 4 ಪ್ರದರ್ಶನ bbox=[1392, 491, 1432, 504]
wrestling-body-intro: ಜಲಂಧರ್, ನ.30- ಇಲ್ಲಿ ನಡೆಯುತ್ತಿರುವ ಹಿರಿಯರ ರಾಷ್ಟ್ರೀಯ ಕುಸ್ತಿ ಚಾಂಪಿಯನ್‌ಶಿಪ್‌ನಲ್ಲಿ ವಿನೇಶ್ ಫೋಗಟ್ (55 ಕೆಜಿ) ಹಾಗೂ ಸಾಕ್ಷಿ ಮಲಿಕ್ (62ಕೆಜಿ) ಚಿನ್ನದ ಪದಕ ಮುಡಿಗೇರಿಸಿಕೊಂಡಿದ್ದಾರೆ. 68 ಕೆಜಿ ವಿಭಾಗದ ಫೈನಲ್ ಪಂದ್ಯದಲ್ಲಿ bbox=[1111, 1466, 1241, 1603]
cinema-cell: ಮಹದೇಶ್ವರ bbox=[1113, 575, 1153, 588]
story5-rule bbox=[550, 1287, 1098, 1288]
story4-headline: ಕಾಯಕ ಸಮಾಜಗಳ ಏಳಿಗೆಗೆ ಸಿಎಂ ಯಡಿಯೂರಪ್ಪ ಸಂಕಲ್ಪ bbox=[593, 831, 1055, 860]
cinema-cell: ಬ್ರಹ್ಮಚಾರಿ (ಕ) bbox=[1282, 575, 1331, 588]
flood-body-col2: ಮಾಡಿದೆ. ಮನೆ ತಳಪಾಯ ನಿರ್ಮಿಸಲು ಮುಂದಾದರೂ ಪರಿಹಾರದ ಹಣ ಬಿಡುಗಡೆ ಮಾಡಿಲ್ಲ. ಅಧಿಕಾರಿಗಳು ಸಂತ್ರಸ್ತರನ್ನು ಅಲೆದಾಡಿಸುತ್ತಿದ್ದಾರೆ ಎಂದು ಆಕ್ರೋಶ ವ್ಯಕ್ತಪಡಿಸಿದರು. ಪ್ರತಿಭಟನೆಯಲ್ಲಿ ರೈತ ಸಂಘದ ಪದಾಧಿಕಾರಿಗಳು ಭಾಗವಹಿಸಿದ್ದರು. bbox=[915, 530, 1091, 631]
cinema-row bbox=[1111, 546, 1468, 560]
cinema-cell: (9986023634) bbox=[1185, 575, 1258, 588]
cinema-cell: ಉಮಾ bbox=[1113, 589, 1136, 602]
cinema-cell: ಸಂಗ ಹಮೀರ್ (ಕ) bbox=[1282, 420, 1346, 433]
cricket-rule bbox=[1107, 1829, 1470, 1830]
